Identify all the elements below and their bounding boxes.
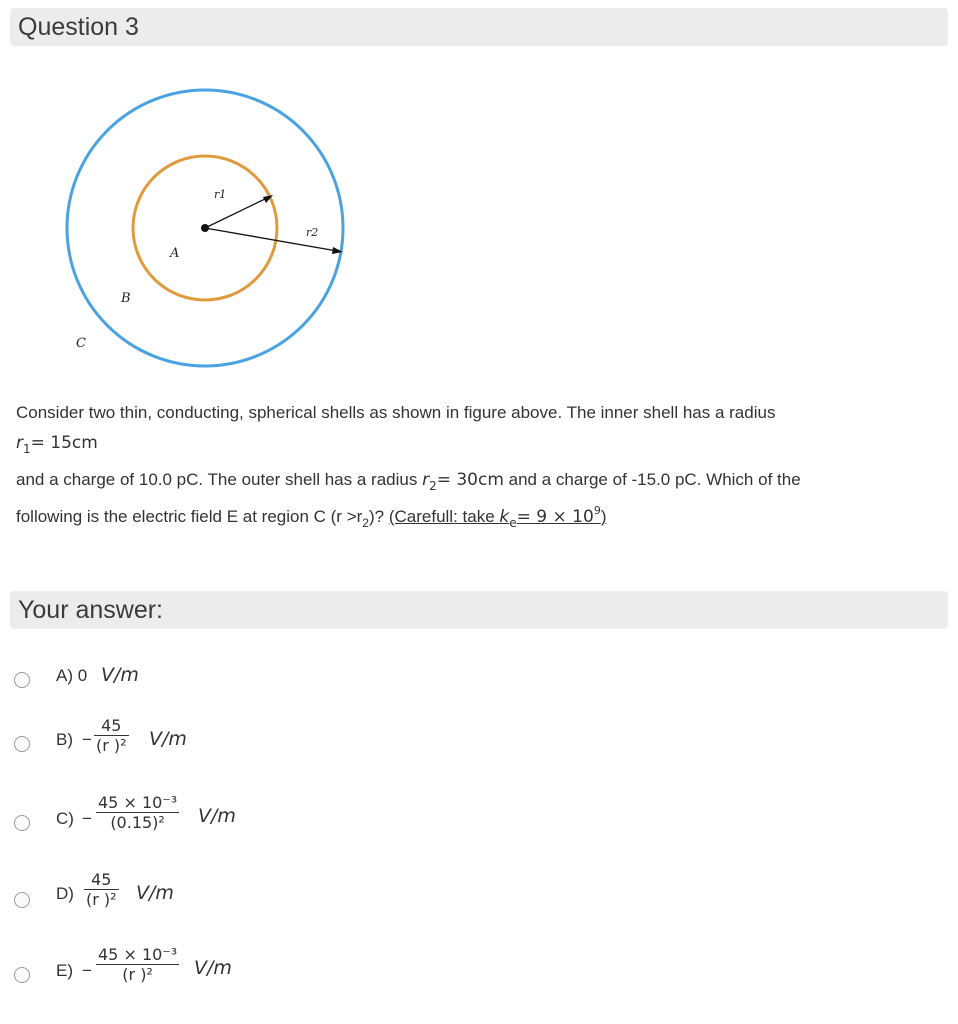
hint-link[interactable] — [388, 504, 607, 530]
line4-subscript: 2 — [362, 516, 369, 530]
label-r1: r1 — [214, 188, 227, 201]
spherical-shells-figure — [60, 58, 350, 374]
line3-part-a: and a charge of 10.0 pC. The outer shell has a radius — [16, 470, 418, 489]
r2-symbol: r — [422, 470, 430, 490]
option-c-unit: V/m — [198, 805, 236, 827]
option-e-radio[interactable] — [14, 967, 30, 983]
line4-part-a: following is the electric field E at region C (r >r — [16, 507, 363, 526]
label-B: B — [121, 291, 131, 306]
option-d-denominator: (r )² — [86, 890, 117, 909]
option-b-minus: − — [82, 730, 92, 749]
ke-symbol: k — [499, 507, 510, 527]
option-d-radio[interactable] — [14, 892, 30, 908]
option-e-minus: − — [82, 961, 92, 980]
option-e-fraction — [96, 945, 179, 984]
option-e-label: E) — [56, 961, 73, 980]
label-C: C — [76, 336, 86, 351]
question-text-line3 — [16, 470, 801, 493]
option-d-numerator: 45 — [91, 870, 112, 889]
r2-value: = 30cm — [436, 470, 504, 490]
ke-subscript: e — [509, 516, 517, 530]
option-c-numerator: 45 × 10⁻³ — [98, 793, 178, 812]
option-c-minus: − — [82, 809, 92, 828]
option-a-label: A) 0 — [56, 666, 88, 685]
option-d-unit: V/m — [136, 882, 174, 904]
ke-exponent: 9 — [593, 504, 601, 517]
option-b-numerator: 45 — [101, 716, 122, 735]
option-c-fraction — [96, 793, 179, 832]
option-d-label: D) — [56, 884, 74, 903]
option-e[interactable] — [14, 945, 254, 999]
option-b-radio[interactable] — [14, 736, 30, 752]
option-a-radio[interactable] — [14, 672, 30, 688]
r1-formula — [16, 433, 98, 456]
option-e-denominator: (r )² — [96, 964, 179, 984]
answer-header: Your answer: — [10, 591, 948, 629]
option-c[interactable] — [14, 793, 254, 847]
label-r2: r2 — [306, 226, 319, 239]
hint-close: ) — [600, 507, 607, 526]
line3-part-b: and a charge of -15.0 pC. Which of the — [508, 470, 801, 489]
question-text-line4 — [16, 504, 607, 530]
option-a-unit: V/m — [101, 664, 139, 686]
r1-symbol: r — [16, 433, 23, 453]
option-e-unit: V/m — [194, 957, 232, 979]
r1-subscript: 1 — [23, 442, 31, 456]
option-b-fraction — [94, 716, 129, 755]
r1-arrow — [205, 198, 267, 228]
option-b[interactable] — [14, 718, 214, 768]
option-b-unit: V/m — [149, 728, 187, 750]
option-d-fraction — [84, 870, 119, 909]
option-a[interactable] — [14, 660, 214, 700]
option-c-label: C) — [56, 809, 74, 828]
option-d[interactable] — [14, 872, 214, 922]
label-A: A — [170, 246, 180, 261]
r1-value: = 15cm — [30, 433, 98, 453]
ke-value: = 9 × 10 — [516, 507, 594, 527]
option-b-denominator: (r )² — [96, 736, 127, 755]
option-b-label: B) — [56, 730, 73, 749]
r2-subscript: 2 — [429, 479, 437, 493]
line4-part-b: )? — [368, 507, 385, 526]
option-c-denominator: (0.15)² — [96, 812, 179, 832]
option-e-numerator: 45 × 10⁻³ — [98, 945, 178, 964]
question-title: Question 3 — [10, 8, 948, 46]
option-c-radio[interactable] — [14, 815, 30, 831]
hint-text: (Carefull: take — [388, 507, 495, 526]
question-text-line1: Consider two thin, conducting, spherical shells as shown in figure above. The inner shell has a radius — [16, 403, 776, 422]
